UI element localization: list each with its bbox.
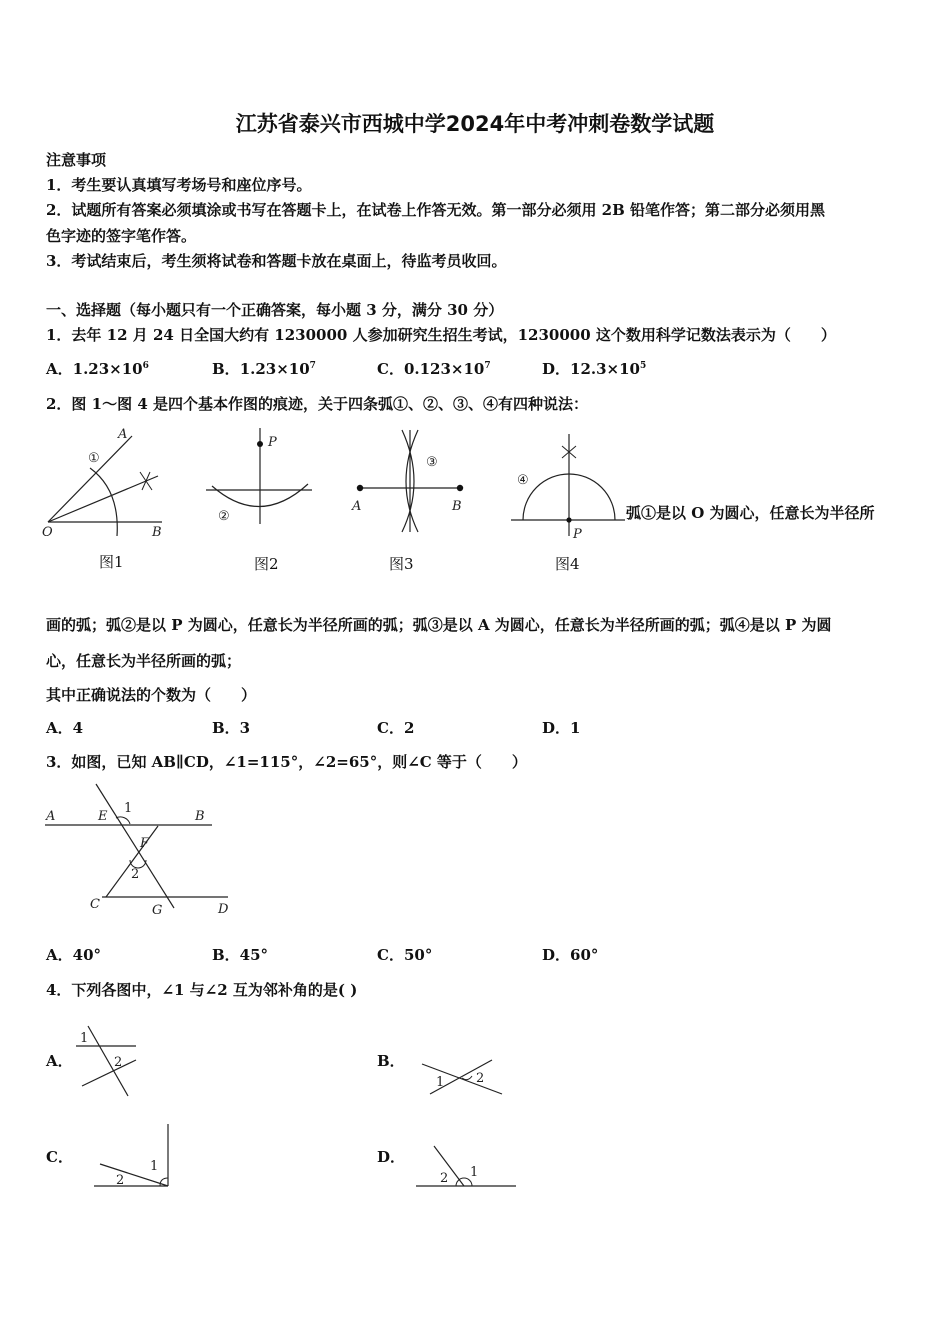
q3-figure — [40, 780, 240, 920]
label-a: A — [46, 809, 56, 824]
label-o: O — [42, 525, 53, 540]
point-p — [257, 441, 263, 447]
label-1: 1 — [80, 1031, 89, 1046]
ray — [434, 1146, 464, 1186]
angle-arc — [462, 1076, 472, 1080]
line-1 — [422, 1064, 502, 1094]
q2-option-a: A．4 — [46, 719, 84, 737]
q2-figure-4 — [505, 428, 630, 546]
q4-stem: 4．下列各图中，∠1 与∠2 互为邻补角的是( ) — [46, 981, 358, 999]
q4-figure-c — [90, 1122, 180, 1194]
label-1: 1 — [436, 1075, 445, 1090]
option-label: B． — [212, 360, 240, 378]
point-a — [357, 485, 363, 491]
option-exponent: 5 — [640, 361, 647, 371]
cross-mark — [140, 472, 152, 490]
notice-item-2-cont: 色字迹的签字笔作答。 — [46, 227, 197, 245]
label-g: G — [152, 903, 163, 918]
q2-ask: 其中正确说法的个数为（ ） — [46, 686, 257, 704]
q2-option-c: C．2 — [377, 719, 415, 737]
label-1: 1 — [150, 1159, 159, 1174]
label-2: 2 — [114, 1055, 123, 1070]
q3-option-b: B．45° — [212, 946, 269, 964]
section-heading: 一、选择题（每小题只有一个正确答案，每小题 3 分，满分 30 分） — [46, 301, 504, 319]
q3-option-c: C．50° — [377, 946, 433, 964]
label-arc-1: ① — [88, 451, 100, 466]
transversal-eg — [96, 784, 174, 908]
label-arc-4: ④ — [517, 473, 529, 488]
q4-option-b-label: B． — [377, 1052, 405, 1070]
option-exponent: 6 — [142, 361, 149, 371]
label-e: E — [98, 809, 108, 824]
option-base: 0.123×10 — [403, 360, 485, 378]
notice-heading: 注意事项 — [46, 151, 107, 169]
q4-option-a-label: A． — [46, 1052, 73, 1070]
q2-statement-right: 弧①是以 O 为圆心，任意长为半径所 — [626, 504, 875, 522]
q3-stem: 3．如图，已知 AB∥CD，∠1=115°，∠2=65°，则∠C 等于（ ） — [46, 753, 527, 771]
option-label: C． — [377, 360, 404, 378]
q2-statement-line-2: 画的弧；弧②是以 P 为圆心，任意长为半径所画的弧；弧③是以 A 为圆心，任意长为半径所画的弧；弧④是以 P 为圆 — [46, 616, 832, 634]
q3-option-d: D．60° — [542, 946, 599, 964]
q2-option-b: B．3 — [212, 719, 251, 737]
notice-item-2: 2．试题所有答案必须填涂或书写在答题卡上，在试卷上作答无效。第一部分必须用 2B 铅笔作答；第二部分必须用黑 — [46, 201, 826, 219]
label-b: B — [195, 809, 205, 824]
option-label: A． — [46, 360, 73, 378]
label-2: 2 — [440, 1171, 449, 1186]
q1-option-b — [212, 362, 316, 377]
label-arc-3: ③ — [426, 455, 438, 470]
q4-figure-a — [70, 1022, 150, 1102]
q4-figure-d — [412, 1140, 522, 1192]
label-b: B — [152, 525, 162, 540]
notice-item-3: 3．考试结束后，考生须将试卷和答题卡放在桌面上，待监考员收回。 — [46, 252, 507, 270]
q2-figure-1 — [40, 420, 180, 550]
q1-option-d — [542, 362, 646, 377]
option-label: D． — [542, 360, 571, 378]
label-p: P — [573, 527, 582, 542]
label-p: P — [268, 435, 277, 450]
q2-statement-line-3: 心，任意长为半径所画的弧； — [46, 652, 242, 670]
fig4-caption: 图4 — [555, 555, 580, 573]
option-base: 12.3×10 — [570, 360, 640, 378]
label-d: D — [218, 902, 229, 917]
label-angle-1: 1 — [124, 801, 133, 816]
q1-option-c — [377, 362, 491, 377]
label-b: B — [452, 499, 462, 514]
point-b — [457, 485, 463, 491]
label-a: A — [352, 499, 362, 514]
arc-1 — [90, 468, 117, 536]
point-p — [566, 517, 571, 522]
q2-figure-2 — [200, 420, 315, 530]
q4-figure-b — [418, 1056, 508, 1100]
ray-oa — [48, 436, 132, 522]
label-c: C — [90, 897, 100, 912]
q2-option-d: D．1 — [542, 719, 581, 737]
option-exponent: 7 — [484, 361, 491, 371]
q2-stem: 2．图 1～图 4 是四个基本作图的痕迹，关于四条弧①、②、③、④有四种说法： — [46, 395, 588, 413]
label-f: F — [140, 836, 150, 851]
segment-cf — [106, 826, 158, 897]
label-2: 2 — [116, 1173, 125, 1188]
option-base: 1.23×10 — [72, 360, 143, 378]
label-1: 1 — [470, 1165, 479, 1180]
q3-option-a: A．40° — [46, 946, 102, 964]
option-base: 1.23×10 — [239, 360, 310, 378]
label-arc-2: ② — [218, 509, 230, 524]
q1-stem: 1．去年 12 月 24 日全国大约有 1230000 人参加研究生招生考试，1230000 这个数用科学记数法表示为（ ） — [46, 326, 836, 344]
q4-option-c-label: C． — [46, 1148, 73, 1166]
fig2-caption: 图2 — [254, 555, 279, 573]
option-exponent: 7 — [309, 361, 316, 371]
q1-option-a — [46, 362, 149, 377]
page-title: 江苏省泰兴市西城中学2024年中考冲刺卷数学试题 — [235, 112, 715, 136]
fig1-caption: 图1 — [99, 553, 124, 571]
q2-figure-3 — [348, 424, 473, 536]
fig3-caption: 图3 — [389, 555, 414, 573]
bisector-ray — [48, 476, 158, 522]
q4-option-d-label: D． — [377, 1148, 406, 1166]
label-a: A — [118, 427, 128, 442]
notice-item-1: 1．考生要认真填写考场号和座位序号。 — [46, 176, 312, 194]
label-2: 2 — [476, 1071, 485, 1086]
label-angle-2: 2 — [131, 867, 140, 882]
